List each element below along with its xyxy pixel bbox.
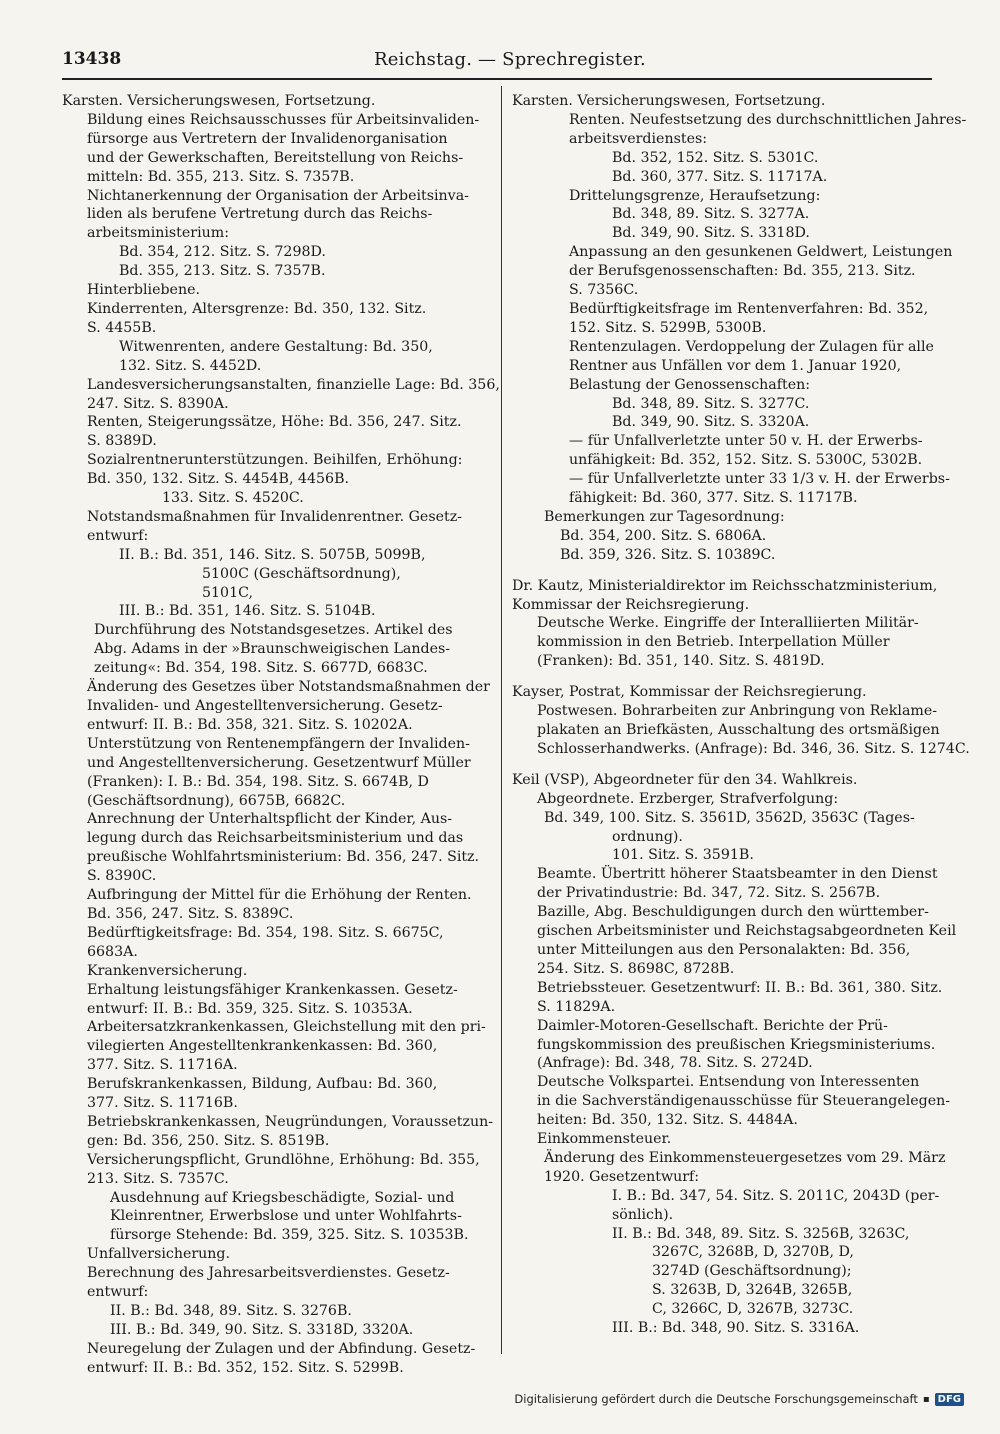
register-line: Kinderrenten, Altersgrenze: Bd. 350, 132. Sitz. (87, 300, 427, 317)
register-line: Karsten. Versicherungswesen, Fortsetzung. (62, 93, 376, 109)
footer (514, 1392, 964, 1406)
register-line: Bd. 354, 200. Sitz. S. 6806A. (560, 527, 767, 544)
register-line: — für Unfallverletzte unter 33 1/3 v. H. der Erwerbs- (569, 471, 950, 488)
register-line: Unterstützung von Rentenempfängern der Invaliden- (87, 735, 470, 752)
register-line: Notstandsmaßnahmen für Invalidenrentner. Gesetz- (87, 508, 462, 525)
register-line: 247. Sitz. S. 8390A. (87, 395, 229, 412)
entry-gap (512, 565, 942, 577)
register-line: Arbeitersatzkrankenkassen, Gleichstellung mit den pri- (87, 1019, 486, 1036)
register-line: S. 8390C. (87, 868, 157, 885)
register-line: legung durch das Reichsarbeitsministerium und das (87, 830, 464, 847)
register-line: vilegierten Angestelltenkrankenkassen: Bd. 360, (87, 1038, 438, 1055)
register-line: Renten. Neufestsetzung des durchschnittlichen Jahres- (569, 111, 967, 128)
register-line: Anrechnung der Unterhaltspflicht der Kinder, Aus- (87, 811, 453, 828)
register-line: C, 3266C, D, 3267B, 3273C. (652, 1301, 854, 1318)
register-line: Abgeordnete. Erzberger, Strafverfolgung: (537, 790, 839, 807)
register-line: unter Mitteilungen aus den Personalakten: Bd. 356, (537, 941, 911, 958)
register-line: Postwesen. Bohrarbeiten zur Anbringung von Reklame- (537, 703, 938, 720)
register-line: Versicherungspflicht, Grundlöhne, Erhöhung: Bd. 355, (87, 1151, 480, 1168)
register-line: Drittelungsgrenze, Heraufsetzung: (569, 187, 821, 204)
register-line: Berufskrankenkassen, Bildung, Aufbau: Bd. 360, (87, 1076, 438, 1093)
register-line: (Franken): Bd. 351, 140. Sitz. S. 4819D. (537, 653, 825, 670)
register-line: Aufbringung der Mittel für die Erhöhung der Renten. (87, 887, 472, 904)
register-line: Bd. 359, 326. Sitz. S. 10389C. (560, 546, 776, 563)
register-line: sönlich). (612, 1206, 674, 1223)
register-line: entwurf: II. B.: Bd. 352, 152. Sitz. S. 5299B. (87, 1359, 404, 1376)
register-line: S. 11829A. (537, 998, 616, 1015)
left-column (62, 92, 500, 1378)
register-line: fürsorge Stehende: Bd. 359, 325. Sitz. S. 10353B. (110, 1227, 469, 1244)
register-line: S. 4455B. (87, 319, 157, 336)
register-line: Rentner aus Unfällen vor dem 1. Januar 1920, (569, 357, 902, 374)
register-line: Rentenzulagen. Verdoppelung der Zulagen für alle (569, 338, 934, 355)
register-line: 5101C, (202, 584, 253, 601)
register-line: Neuregelung der Zulagen und der Abfindung. Gesetz- (87, 1340, 476, 1357)
register-line: 1920. Gesetzentwurf: (544, 1168, 700, 1185)
register-line: und der Gewerkschaften, Bereitstellung von Reichs- (87, 149, 464, 166)
register-line: Änderung des Einkommensteuergesetzes vom 29. März (544, 1149, 946, 1166)
register-line: plakaten an Briefkästen, Ausschaltung des ortsmäßigen (537, 722, 940, 738)
register-line: Betriebssteuer. Gesetzentwurf: II. B.: Bd. 361, 380. Sitz. (537, 979, 943, 996)
register-line: Nichtanerkennung der Organisation der Arbeitsinva- (87, 187, 469, 204)
register-line: Krankenversicherung. (87, 962, 248, 979)
register-line: heiten: Bd. 350, 132. Sitz. S. 4484A. (537, 1112, 798, 1129)
register-line: Bd. 349, 90. Sitz. S. 3320A. (612, 414, 810, 431)
register-line: liden als berufene Vertretung durch das Reichs- (87, 206, 433, 223)
register-line: Bildung eines Reichsausschusses für Arbeitsinvaliden- (87, 111, 480, 128)
register-line: fungskommission des preußischen Kriegsministeriums. (537, 1036, 936, 1053)
register-line: arbeitsministerium: (87, 225, 229, 242)
page-title: Reichstag. — Sprechregister. (374, 49, 646, 70)
register-line: II. B.: Bd. 351, 146. Sitz. S. 5075B, 5099B, (119, 546, 426, 563)
register-line: (Franken): I. B.: Bd. 354, 198. Sitz. S. 6674B, D (87, 773, 429, 790)
register-line: 101. Sitz. S. 3591B. (612, 847, 754, 864)
register-line: Landesversicherungsanstalten, finanzielle Lage: Bd. 356, (87, 376, 500, 393)
register-line: S. 8389D. (87, 433, 157, 450)
register-line: Abg. Adams in der »Braunschweigischen Landes- (94, 641, 451, 658)
register-line: entwurf: (87, 527, 149, 544)
column-divider (501, 86, 502, 1354)
register-line: preußische Wohlfahrtsministerium: Bd. 356, 247. Sitz. (87, 849, 480, 866)
register-line: III. B.: Bd. 351, 146. Sitz. S. 5104B. (119, 603, 376, 620)
register-line: Sozialrentnerunterstützungen. Beihilfen, Erhöhung: (87, 452, 463, 469)
register-line: Erhaltung leistungsfähiger Krankenkassen. Gesetz- (87, 981, 458, 998)
register-line: Karsten. Versicherungswesen, Fortsetzung. (512, 93, 826, 109)
register-line: 3267C, 3268B, D, 3270B, D, (652, 1244, 854, 1261)
register-line: Anpassung an den gesunkenen Geldwert, Leistungen (569, 244, 953, 261)
register-line: Beamte. Übertritt höherer Staatsbeamter in den Dienst (537, 866, 938, 883)
register-line: 5100C (Geschäftsordnung), (202, 565, 401, 582)
register-line: Bd. 348, 89. Sitz. S. 3277C. (612, 395, 810, 412)
register-line: Bedürftigkeitsfrage im Rentenverfahren: Bd. 352, (569, 300, 929, 317)
register-line: (Anfrage): Bd. 348, 78. Sitz. S. 2724D. (537, 1055, 813, 1072)
register-line: ordnung). (612, 828, 683, 845)
register-line: Bd. 354, 212. Sitz. S. 7298D. (119, 244, 326, 261)
register-line: S. 3263B, D, 3264B, 3265B, (652, 1282, 853, 1299)
register-line: III. B.: Bd. 348, 90. Sitz. S. 3316A. (612, 1320, 860, 1337)
register-line: Unfallversicherung. (87, 1246, 231, 1263)
register-line: Einkommensteuer. (537, 1131, 672, 1148)
register-line: zeitung«: Bd. 354, 198. Sitz. S. 6677D, 6683C. (94, 660, 428, 677)
register-line: Bd. 355, 213. Sitz. S. 7357B. (119, 263, 326, 280)
register-line: Keil (VSP), Abgeordneter für den 34. Wahlkreis. (512, 771, 858, 788)
register-line: Daimler-Motoren-Gesellschaft. Berichte der Prü- (537, 1017, 888, 1034)
register-line: Bd. 356, 247. Sitz. S. 8389C. (87, 905, 294, 922)
register-line: II. B.: Bd. 348, 89. Sitz. S. 3256B, 3263C, (612, 1225, 910, 1242)
register-line: Durchführung des Notstandsgesetzes. Artikel des (94, 622, 453, 639)
register-line: Kayser, Postrat, Kommissar der Reichsregierung. (512, 684, 867, 701)
dfg-logo: DFG (935, 1393, 964, 1406)
register-line: Hinterbliebene. (87, 282, 201, 299)
register-line: mitteln: Bd. 355, 213. Sitz. S. 7357B. (87, 168, 355, 185)
register-line: gen: Bd. 356, 250. Sitz. S. 8519B. (87, 1132, 330, 1149)
register-line: Belastung der Genossenschaften: (569, 376, 811, 393)
register-line: entwurf: II. B.: Bd. 359, 325. Sitz. S. 10353A. (87, 1000, 413, 1017)
register-line: entwurf: II. B.: Bd. 358, 321. Sitz. S. 10202A. (87, 716, 413, 733)
register-line: 152. Sitz. S. 5299B, 5300B. (569, 319, 767, 336)
register-line: Bemerkungen zur Tagesordnung: (544, 508, 785, 525)
register-line: — für Unfallverletzte unter 50 v. H. der Erwerbs- (569, 433, 923, 450)
register-line: S. 7356C. (569, 282, 639, 299)
page-header (0, 40, 1000, 76)
register-line: Bd. 349, 90. Sitz. S. 3318D. (612, 225, 810, 242)
entry-gap (512, 759, 942, 771)
register-line: kommission in den Betrieb. Interpellation Müller (537, 634, 890, 651)
register-line: Bd. 348, 89. Sitz. S. 3277A. (612, 206, 810, 223)
bullet-icon: ▪ (922, 1393, 930, 1405)
register-line: der Privatindustrie: Bd. 347, 72. Sitz. S. 2567B. (537, 885, 881, 902)
register-line: Kleinrentner, Erwerbslose und unter Wohlfahrts- (110, 1208, 462, 1225)
register-line: unfähigkeit: Bd. 352, 152. Sitz. S. 5300C, 5302B. (569, 452, 923, 469)
register-line: (Geschäftsordnung), 6675B, 6682C. (87, 792, 346, 809)
register-line: 213. Sitz. S. 7357C. (87, 1170, 229, 1187)
register-line: Bd. 360, 377. Sitz. S. 11717A. (612, 168, 828, 185)
register-line: Witwenrenten, andere Gestaltung: Bd. 350, (119, 338, 433, 355)
register-line: Bd. 352, 152. Sitz. S. 5301C. (612, 149, 819, 166)
register-line: 254. Sitz. S. 8698C, 8728B. (537, 960, 735, 977)
footer-text: Digitalisierung gefördert durch die Deutsche Forschungsgemeinschaft (514, 1392, 918, 1406)
register-line: Bd. 350, 132. Sitz. S. 4454B, 4456B. (87, 471, 350, 488)
register-line: fähigkeit: Bd. 360, 377. Sitz. S. 11717B. (569, 490, 858, 507)
register-line: Änderung des Gesetzes über Notstandsmaßnahmen der (87, 679, 490, 696)
register-line: Schlosserhandwerks. (Anfrage): Bd. 346, 36. Sitz. S. 1274C. (537, 740, 970, 757)
register-line: Invaliden- und Angestelltenversicherung. Gesetz- (87, 698, 443, 714)
register-line: Betriebskrankenkassen, Neugründungen, Voraussetzun- (87, 1113, 494, 1130)
register-line: Ausdehnung auf Kriegsbeschädigte, Sozial- und (110, 1189, 455, 1206)
register-line: Bd. 349, 100. Sitz. S. 3561D, 3562D, 3563C (Tages- (544, 809, 915, 826)
register-line: 6683A. (87, 943, 138, 960)
register-line: Bazille, Abg. Beschuldigungen durch den württember- (537, 904, 929, 921)
register-line: Dr. Kautz, Ministerialdirektor im Reichsschatzministerium, (512, 577, 938, 594)
entry-gap (512, 671, 942, 683)
register-line: I. B.: Bd. 347, 54. Sitz. S. 2011C, 2043D (per- (612, 1187, 940, 1204)
header-rule (62, 78, 932, 80)
register-line: II. B.: Bd. 348, 89. Sitz. S. 3276B. (110, 1303, 352, 1319)
register-line: arbeitsverdienstes: (569, 130, 708, 147)
right-column (512, 92, 970, 1338)
register-line: III. B.: Bd. 349, 90. Sitz. S. 3318D, 3320A. (110, 1321, 414, 1338)
register-line: Berechnung des Jahresarbeitsverdienstes. Gesetz- (87, 1265, 450, 1282)
register-line: entwurf: (87, 1284, 149, 1301)
register-line: Kommissar der Reichsregierung. (512, 596, 750, 613)
register-line: 133. Sitz. S. 4520C. (162, 490, 304, 507)
register-line: Deutsche Volkspartei. Entsendung von Interessenten (537, 1074, 920, 1091)
register-line: der Berufsgenossenschaften: Bd. 355, 213. Sitz. (569, 263, 916, 280)
register-line: 3274D (Geschäftsordnung); (652, 1263, 852, 1280)
register-line: 377. Sitz. S. 11716B. (87, 1095, 238, 1112)
register-line: fürsorge aus Vertretern der Invalidenorganisation (87, 130, 448, 147)
register-line: und Angestelltenversicherung. Gesetzentwurf Müller (87, 754, 471, 771)
register-line: gischen Arbeitsminister und Reichstagsabgeordneten Keil (537, 923, 957, 940)
register-line: Bedürftigkeitsfrage: Bd. 354, 198. Sitz. S. 6675C, (87, 924, 444, 941)
register-line: Renten, Steigerungssätze, Höhe: Bd. 356, 247. Sitz. (87, 414, 462, 431)
register-line: in die Sachverständigenausschüsse für Steuerangelegen- (537, 1093, 951, 1110)
register-line: 132. Sitz. S. 4452D. (119, 357, 262, 374)
page-number: 13438 (62, 49, 122, 69)
register-line: 377. Sitz. S. 11716A. (87, 1057, 238, 1074)
register-line: Deutsche Werke. Eingriffe der Interalliierten Militär- (537, 615, 919, 632)
